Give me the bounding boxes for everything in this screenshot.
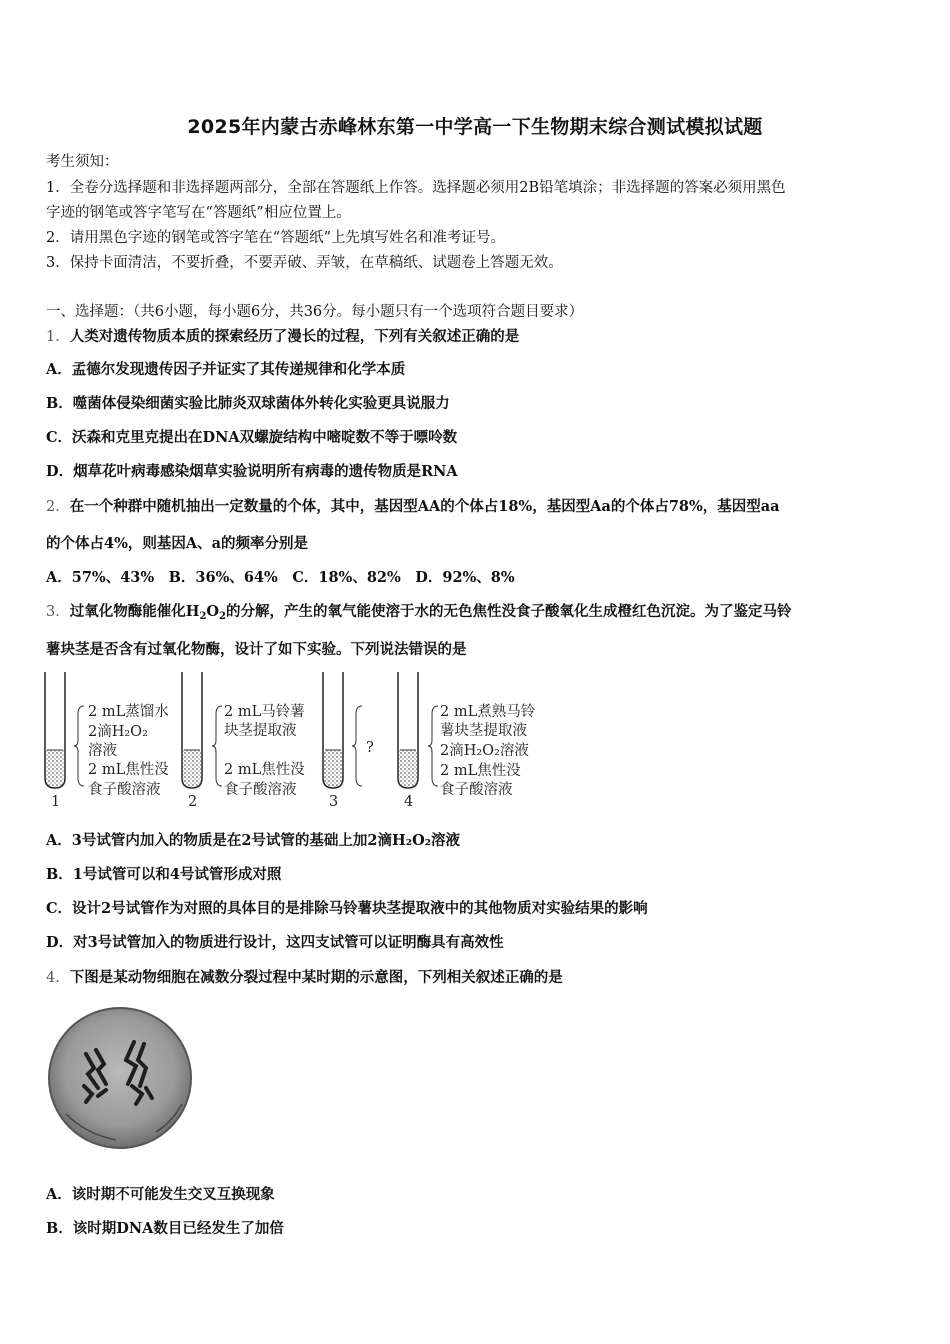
tube-number-1: 1 [51,794,61,810]
tube2-label-1: 2 mL马铃薯 [224,704,305,720]
tube2-label-3: 2 mL焦性没 [224,762,305,778]
tube2-label-2: 块茎提取液 [224,723,297,739]
q4-option-a: A．该时期不可能发生交叉互换现象 [46,1186,275,1203]
q3-option-b: B．1号试管可以和4号试管形成对照 [46,866,282,883]
tube4-label-5: 食子酸溶液 [440,782,513,798]
tube1-label-3: 溶液 [88,743,117,759]
question-4 [46,968,563,988]
question-number: 1． [46,329,70,345]
q3-option-a: A．3号试管内加入的物质是在2号试管的基础上加2滴H₂O₂溶液 [46,832,461,849]
q1-option-b: B．噬菌体侵染细菌实验比肺炎双球菌体外转化实验更具说服力 [46,395,450,412]
question-number: 2． [46,499,70,515]
question-3: 3．过氧化物酶能催化$H_2O_2$的分解，产生的氧气能使溶于水的无色焦性没食子酸氧化生成橙红色沉淀。为了鉴定马铃 [46,603,792,622]
notice-item-2: 2．请用黑色字迹的钢笔或答字笔在“答题纸”上先填写姓名和准考证号。 [46,230,506,246]
test-tube-1 [45,672,65,788]
question-3-cont: 薯块茎是否含有过氧化物酶，设计了如下实验。下列说法错误的是 [46,641,467,658]
tube1-label-4: 2 mL焦性没 [88,762,169,778]
page-title: 2025年内蒙古赤峰林东第一中学高一下生物期末综合测试模拟试题 [187,116,763,138]
notice-item-3: 3．保持卡面清洁，不要折叠，不要弄破、弄皱，在草稿纸、试题卷上答题无效。 [46,255,563,271]
q1-option-a: A．孟德尔发现遗传因子并证实了其传递规律和化学本质 [46,361,406,378]
q3-option-c: C．设计2号试管作为对照的具体目的是排除马铃薯块茎提取液中的其他物质对实验结果的影响 [46,900,648,917]
test-tube-2 [182,672,202,788]
question-number: 3． [46,604,70,620]
tube4-label-1: 2 mL煮熟马铃 [440,704,536,720]
notice-item-1-cont: 字迹的钢笔或答字笔写在“答题纸”相应位置上。 [46,205,351,221]
q3-option-d: D．对3号试管加入的物质进行设计，这四支试管可以证明酶具有高效性 [46,934,504,951]
tube4-label-3: 2滴H₂O₂溶液 [440,743,529,759]
question-2 [46,497,780,517]
notice-heading: 考生须知： [46,154,119,170]
tube-number-3: 3 [329,794,339,810]
test-tube-4 [398,672,418,788]
test-tube-3 [323,672,343,788]
q4-option-b: B．该时期DNA数目已经发生了加倍 [46,1220,284,1237]
q2-options: A．57%、43% B．36%、64% C．18%、82% D．92%、8% [46,569,515,586]
tube-number-4: 4 [404,794,414,810]
q1-option-c: C．沃森和克里克提出在DNA双螺旋结构中嘧啶数不等于嘌呤数 [46,429,458,446]
question-number: 4． [46,970,70,986]
question-text: 下图是某动物细胞在减数分裂过程中某时期的示意图，下列相关叙述正确的是 [69,969,563,986]
cell-meiosis-image [46,1004,196,1154]
tube1-label-2: 2滴H₂O₂ [88,724,148,740]
tube-number-2: 2 [188,794,198,810]
question-text: 人类对遗传物质本质的探索经历了漫长的过程，下列有关叙述正确的是 [69,328,520,345]
tube1-label-5: 食子酸溶液 [88,782,161,798]
question-2-cont: 的个体占4%，则基因A、a的频率分别是 [46,535,309,552]
test-tube-figure [40,668,560,810]
tube4-label-4: 2 mL焦性没 [440,763,521,779]
notice-item-1: 1．全卷分选择题和非选择题两部分，全部在答题纸上作答。选择题必须用2B铅笔填涂；非选择题的答案必须用黑色 [46,180,786,196]
tube2-label-4: 食子酸溶液 [224,782,297,798]
section-heading: 一、选择题：（共6小题，每小题6分，共36分。每小题只有一个选项符合题目要求） [46,304,584,320]
tube4-label-2: 薯块茎提取液 [440,723,527,739]
tube3-label: ? [366,740,374,756]
question-1 [46,327,519,347]
tube1-label-1: 2 mL蒸馏水 [88,704,169,720]
question-text: 在一个种群中随机抽出一定数量的个体，其中，基因型AA的个体占18%，基因型Aa的个体占78%，基因型aa [69,498,780,515]
q1-option-d: D．烟草花叶病毒感染烟草实验说明所有病毒的遗传物质是RNA [46,463,458,480]
